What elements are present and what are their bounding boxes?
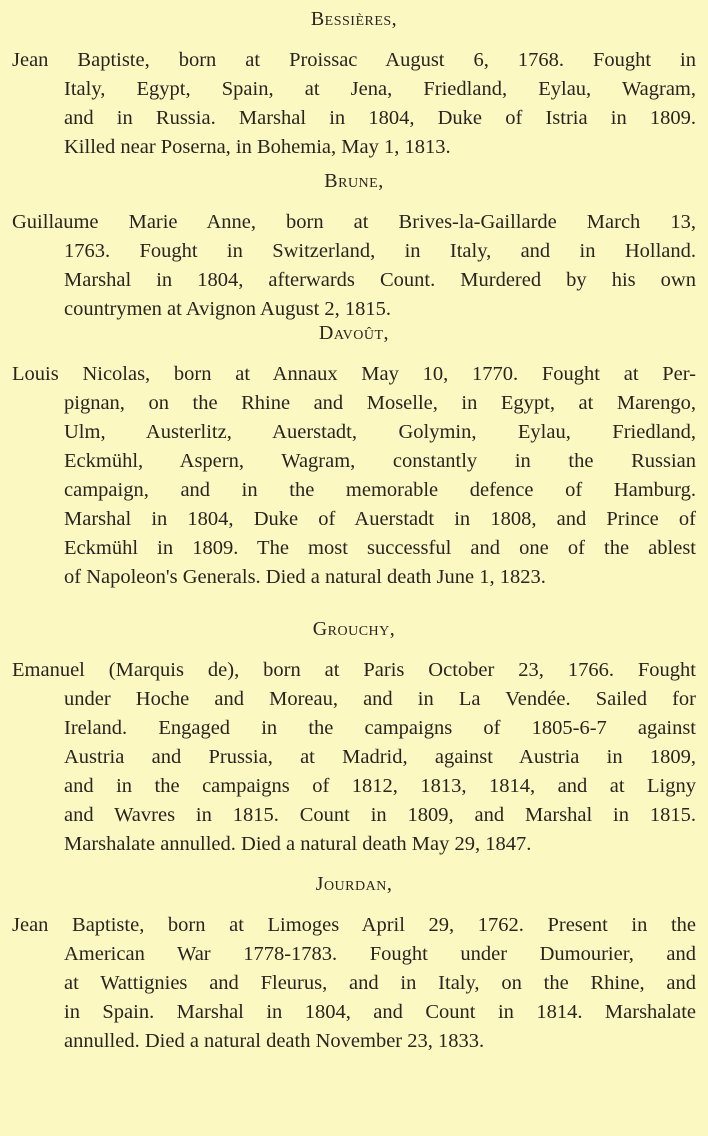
spacer xyxy=(0,34,708,46)
entry-text-line: in Spain. Marshal in 1804, and Count in 1814. Marshalate xyxy=(64,1001,696,1023)
entry-text-line: Marshal in 1804, afterwards Count. Murdered by his own xyxy=(64,269,696,291)
entry-grouchy xyxy=(0,614,708,859)
entry-text-line: countrymen at Avignon August 2, 1815. xyxy=(64,298,392,320)
entry-text-line: Emanuel (Marquis de), born at Paris October 23, 1766. Fought xyxy=(12,659,696,681)
entry-heading: Jourdan, xyxy=(315,873,393,895)
entry-text-line: Marshal in 1804, Duke of Auerstadt in 1808, and Prince of xyxy=(64,508,696,530)
entry-text-line: 1763. Fought in Switzerland, in Italy, and in Holland. xyxy=(64,240,696,262)
entry-text-line: under Hoche and Moreau, and in La Vendée. Sailed for xyxy=(64,688,696,710)
entry-text-line: and in Russia. Marshal in 1804, Duke of Istria in 1809. xyxy=(64,107,696,129)
entry-text-line: of Napoleon's Generals. Died a natural death June 1, 1823. xyxy=(64,566,546,588)
entry-text-line: pignan, on the Rhine and Moselle, in Egypt, at Marengo, xyxy=(64,392,696,414)
entry-davoût xyxy=(0,318,708,592)
entry-text-line: Eckmühl, Aspern, Wagram, constantly in the Russian xyxy=(64,450,696,472)
entry-text-line: Guillaume Marie Anne, born at Brives-la-Gaillarde March 13, xyxy=(12,211,696,233)
entry-text-line: and Wavres in 1815. Count in 1809, and Marshal in 1815. xyxy=(64,804,696,826)
spacer xyxy=(0,644,708,656)
entry-text-line: Eckmühl in 1809. The most successful and one of the ablest xyxy=(64,537,696,559)
entry-text-line: Killed near Poserna, in Bohemia, May 1, 1813. xyxy=(64,136,451,158)
spacer xyxy=(0,899,708,911)
entry-brune xyxy=(0,166,708,324)
entry-heading: Bessières, xyxy=(310,8,398,30)
spacer xyxy=(0,348,708,360)
entry-bessières xyxy=(0,4,708,162)
spacer xyxy=(0,196,708,208)
entry-text-line: Jean Baptiste, born at Limoges April 29, 1762. Present in the xyxy=(12,914,696,936)
entry-text-line: Ulm, Austerlitz, Auerstadt, Golymin, Eylau, Friedland, xyxy=(64,421,696,443)
entry-text-line: Jean Baptiste, born at Proissac August 6, 1768. Fought in xyxy=(12,49,696,71)
entry-text-line: annulled. Died a natural death November 23, 1833. xyxy=(64,1030,485,1052)
entry-heading: Davoût, xyxy=(318,322,390,344)
entry-text-line: Austria and Prussia, at Madrid, against Austria in 1809, xyxy=(64,746,696,768)
entry-heading: Grouchy, xyxy=(312,618,396,640)
entry-jourdan xyxy=(0,869,708,1056)
entry-text-line: Louis Nicolas, born at Annaux May 10, 1770. Fought at Per- xyxy=(12,363,696,385)
entry-heading: Brune, xyxy=(324,170,384,192)
entry-text-line: at Wattignies and Fleurus, and in Italy, on the Rhine, and xyxy=(64,972,696,994)
entry-text-line: campaign, and in the memorable defence of Hamburg. xyxy=(64,479,696,501)
entry-text-line: American War 1778-1783. Fought under Dumourier, and xyxy=(64,943,696,965)
entry-text-line: Ireland. Engaged in the campaigns of 1805-6-7 against xyxy=(64,717,696,739)
entry-text-line: and in the campaigns of 1812, 1813, 1814, and at Ligny xyxy=(64,775,696,797)
entry-text-line: Marshalate annulled. Died a natural death May 29, 1847. xyxy=(64,833,532,855)
entry-text-line: Italy, Egypt, Spain, at Jena, Friedland, Eylau, Wagram, xyxy=(64,78,696,100)
